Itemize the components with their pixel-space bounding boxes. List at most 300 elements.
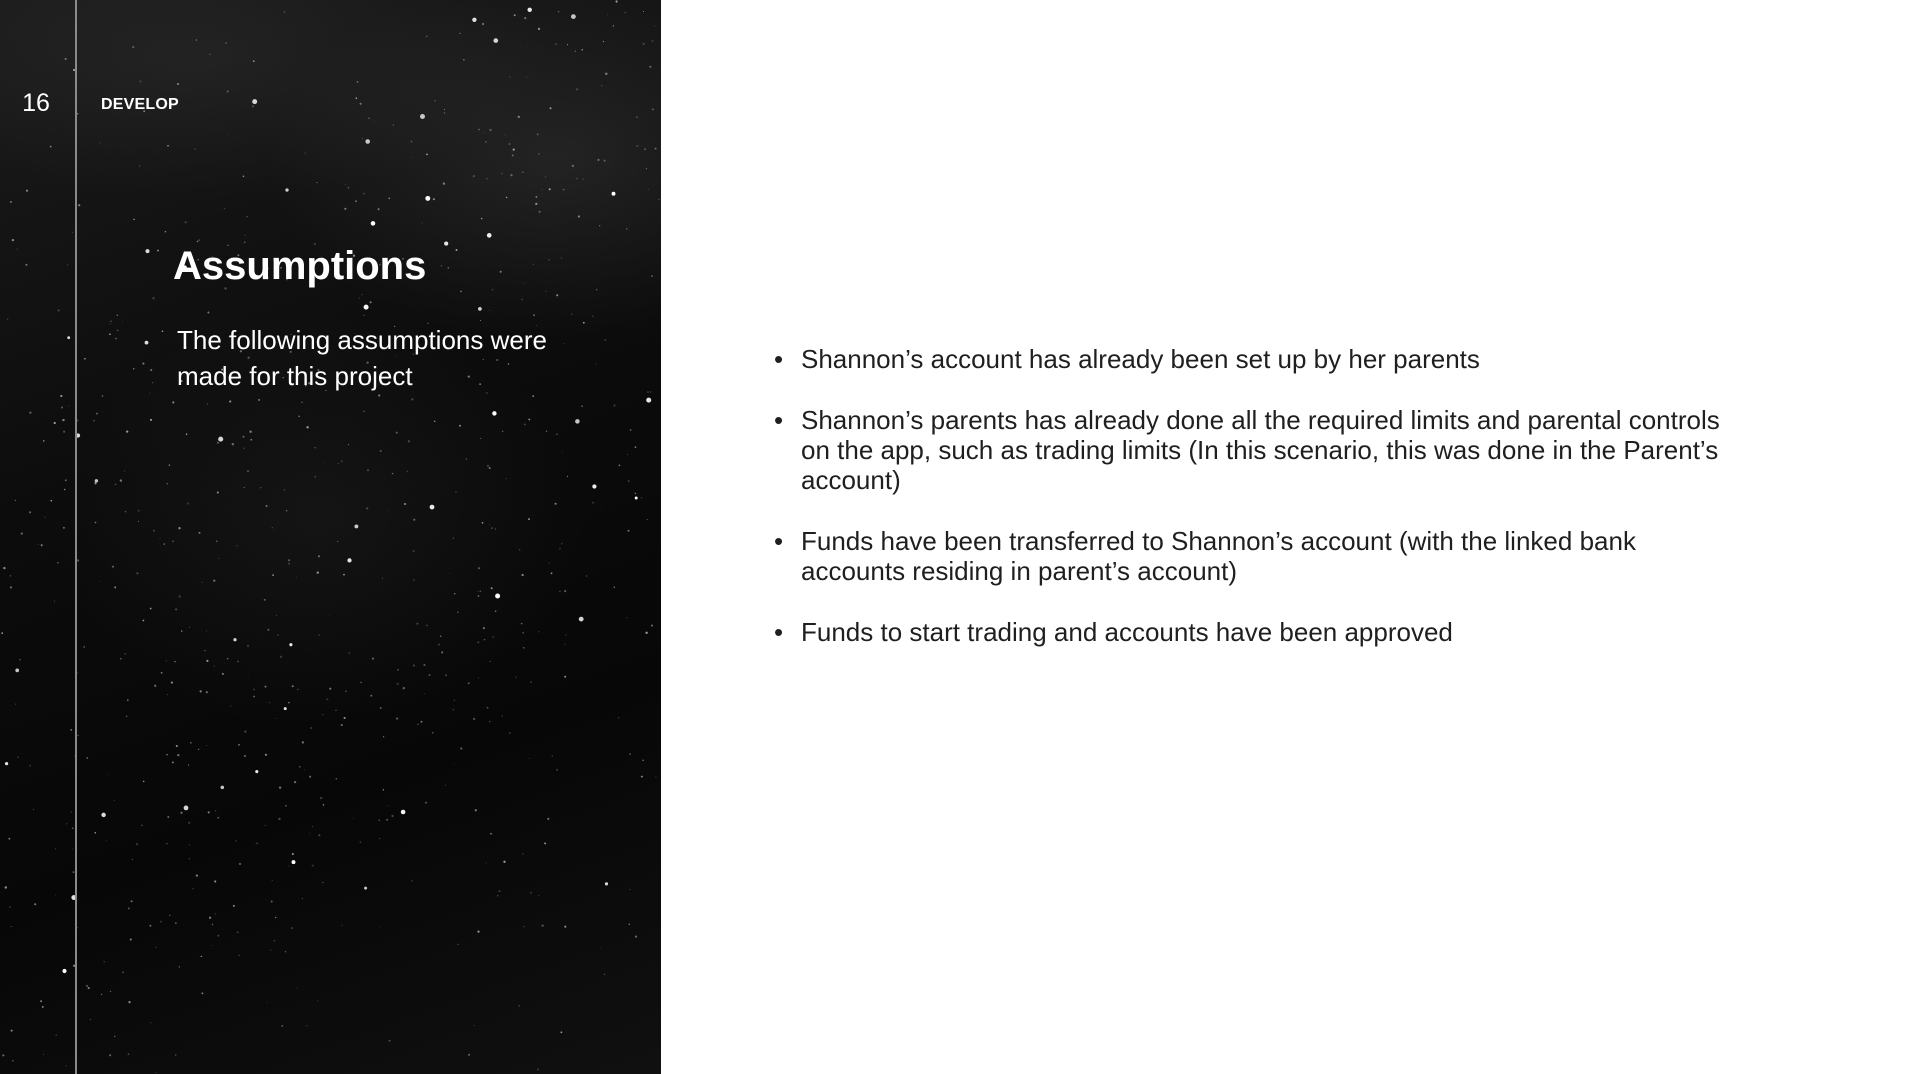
star-dot (166, 660, 167, 661)
star-dot (277, 634, 279, 636)
star-dot (386, 819, 388, 821)
assumption-item (770, 617, 1730, 647)
star-dot (509, 732, 510, 733)
star-dot (353, 818, 354, 819)
star-dot (379, 927, 380, 928)
star-dot (403, 687, 405, 689)
star-dot (650, 391, 652, 393)
star-dot (655, 148, 657, 150)
star-dot (154, 685, 156, 687)
star-dot (652, 40, 654, 42)
star-dot (512, 154, 514, 156)
star-dot (341, 460, 343, 462)
star-dot (564, 926, 566, 928)
star-dot (271, 901, 273, 903)
star-dot (166, 843, 167, 844)
star-dot (473, 175, 475, 177)
star-dot (583, 179, 584, 180)
star-dot (229, 400, 231, 402)
star-dot (527, 45, 528, 46)
star-dot (127, 699, 129, 701)
star-dot (522, 172, 523, 173)
star-dot (309, 833, 310, 834)
star-dot (231, 705, 232, 706)
star-dot (117, 330, 118, 331)
star-dot (478, 567, 480, 569)
star-dot (217, 935, 219, 937)
star-dot (651, 625, 653, 627)
star-dot (627, 454, 628, 455)
star-dot (107, 774, 108, 775)
star-dot (417, 724, 418, 725)
star-dot (363, 411, 364, 412)
star-dot (124, 470, 125, 471)
star-dot (445, 785, 446, 786)
star-dot (179, 595, 181, 597)
bullet-dot-icon: • (774, 617, 784, 647)
star-dot (581, 405, 582, 406)
star-dot (292, 853, 294, 855)
star-dot (372, 657, 374, 659)
star-dot (635, 497, 638, 500)
star-dot (618, 464, 620, 466)
star-dot (138, 521, 139, 522)
star-dot (312, 826, 313, 827)
star-dot (169, 914, 171, 916)
star-dot (413, 519, 415, 521)
assumption-text: Shannon’s parents has already done all the required limits and parental controls on the app, such as trading limits (In this scenario, this was done in the Parent’s account) (801, 405, 1720, 495)
star-dot (479, 590, 480, 591)
star-dot (572, 165, 574, 167)
star-dot (202, 582, 203, 583)
star-dot (560, 1031, 562, 1033)
star-dot (199, 532, 201, 534)
star-dot (565, 634, 566, 635)
assumption-item (770, 405, 1730, 495)
star-dot (556, 769, 558, 771)
star-dot (109, 1054, 111, 1056)
star-dot (65, 58, 67, 60)
star-dot (524, 17, 526, 19)
star-dot (213, 580, 215, 582)
star-dot (50, 500, 52, 502)
star-dot (247, 645, 249, 647)
star-dot (57, 562, 58, 563)
star-dot (298, 415, 300, 417)
star-dot (564, 644, 565, 645)
star-dot (151, 1022, 152, 1023)
star-dot (348, 444, 349, 445)
star-dot (435, 100, 436, 101)
star-dot (487, 233, 492, 238)
star-dot (359, 298, 360, 299)
star-dot (278, 818, 280, 820)
star-dot (318, 834, 320, 836)
star-dot (194, 148, 195, 149)
star-dot (628, 480, 630, 482)
star-dot (292, 685, 294, 687)
star-dot (492, 289, 494, 291)
star-dot (21, 533, 23, 535)
star-dot (528, 518, 530, 520)
star-dot (142, 363, 144, 365)
star-dot (128, 1053, 130, 1055)
star-dot (162, 330, 164, 332)
star-dot (491, 587, 493, 589)
star-dot (500, 271, 502, 273)
star-dot (387, 805, 388, 806)
star-dot (329, 615, 330, 616)
star-dot (138, 510, 140, 512)
star-dot (342, 925, 343, 926)
star-dot (433, 198, 435, 200)
star-dot (99, 581, 100, 582)
star-dot (513, 148, 515, 150)
star-dot (495, 594, 500, 599)
star-dot (514, 14, 516, 16)
star-dot (238, 744, 240, 746)
star-dot (489, 524, 490, 525)
star-dot (600, 947, 601, 948)
star-dot (249, 431, 251, 433)
star-dot (644, 148, 646, 150)
star-dot (63, 431, 65, 433)
star-dot (434, 421, 436, 423)
star-dot (101, 813, 105, 817)
star-dot (426, 36, 428, 38)
star-dot (432, 732, 434, 734)
star-dot (356, 97, 358, 99)
star-dot (363, 193, 364, 194)
star-dot (586, 575, 588, 577)
star-dot (348, 187, 350, 189)
star-dot (509, 143, 511, 145)
star-dot (99, 142, 100, 143)
star-dot (299, 766, 301, 768)
star-dot (364, 887, 367, 890)
star-dot (654, 25, 655, 26)
star-dot (164, 543, 165, 544)
star-dot (411, 880, 413, 882)
star-dot (10, 201, 12, 203)
assumption-text: Funds to start trading and accounts have been approved (801, 617, 1453, 647)
star-dot (267, 1002, 268, 1003)
star-dot (201, 992, 203, 994)
star-dot (289, 643, 292, 646)
star-dot (167, 145, 169, 147)
star-dot (425, 196, 430, 201)
star-dot (322, 882, 323, 883)
star-dot (556, 433, 558, 435)
star-dot (454, 593, 455, 594)
star-dot (552, 756, 553, 757)
star-dot (422, 222, 423, 223)
star-dot (473, 718, 475, 720)
star-dot (188, 764, 189, 765)
star-dot (285, 188, 288, 191)
star-dot (420, 721, 422, 723)
star-dot (393, 124, 394, 125)
star-dot (538, 28, 540, 30)
star-dot (301, 402, 302, 403)
assumption-item (770, 344, 1730, 374)
star-dot (364, 315, 365, 316)
star-dot (276, 615, 277, 616)
star-dot (605, 882, 608, 885)
star-dot (539, 211, 541, 213)
star-dot (454, 699, 456, 701)
star-dot (648, 189, 649, 190)
star-dot (345, 691, 346, 692)
star-dot (388, 510, 389, 511)
star-dot (67, 264, 68, 265)
star-dot (497, 895, 498, 896)
star-dot (370, 301, 372, 303)
star-dot (475, 809, 477, 811)
star-dot (29, 765, 31, 767)
star-dot (136, 843, 138, 845)
star-dot (115, 338, 117, 340)
star-dot (629, 753, 630, 754)
star-dot (371, 221, 376, 226)
star-dot (71, 812, 72, 813)
star-dot (361, 682, 362, 683)
star-dot (345, 184, 346, 185)
star-dot (86, 985, 88, 987)
star-dot (114, 800, 115, 801)
star-dot (502, 716, 503, 717)
star-dot (360, 103, 362, 105)
star-dot (207, 312, 209, 314)
star-dot (555, 503, 557, 505)
star-dot (176, 745, 178, 747)
star-dot (265, 686, 267, 688)
star-dot (77, 927, 78, 928)
star-dot (212, 924, 213, 925)
star-dot (306, 1025, 307, 1026)
star-dot (485, 141, 486, 142)
star-dot (546, 431, 547, 432)
star-dot (495, 529, 496, 530)
star-dot (364, 305, 369, 310)
assumption-item (770, 526, 1730, 586)
star-dot (29, 412, 31, 414)
star-dot (5, 886, 7, 888)
star-dot (192, 888, 194, 890)
star-dot (150, 419, 152, 421)
star-dot (441, 651, 443, 653)
star-dot (224, 208, 225, 209)
star-dot (225, 42, 227, 44)
star-dot (480, 438, 481, 439)
star-dot (200, 690, 202, 692)
star-dot (444, 242, 448, 246)
star-dot (366, 507, 368, 509)
star-dot (65, 479, 67, 481)
star-dot (559, 591, 561, 593)
star-dot (152, 297, 154, 299)
star-dot (95, 479, 98, 482)
star-dot (146, 249, 150, 253)
star-dot (131, 900, 133, 902)
page-subtitle: The following assumptions were made for this project (177, 325, 547, 391)
star-dot (258, 399, 260, 401)
star-dot (96, 413, 98, 415)
star-dot (645, 632, 647, 634)
star-dot (516, 677, 517, 678)
star-dot (561, 543, 562, 544)
star-dot (616, 0, 618, 2)
star-dot (343, 574, 345, 576)
star-dot (655, 776, 656, 777)
star-dot (93, 420, 95, 422)
star-dot (60, 395, 62, 397)
star-dot (530, 892, 532, 894)
star-dot (647, 519, 648, 520)
star-dot (62, 419, 64, 421)
star-dot (538, 153, 539, 154)
star-dot (647, 391, 648, 392)
bullet-dot-icon: • (774, 344, 784, 374)
star-dot (177, 83, 179, 85)
star-dot (247, 470, 248, 471)
star-dot (285, 951, 286, 952)
star-dot (305, 770, 306, 771)
star-dot (473, 1025, 474, 1026)
star-dot (212, 945, 213, 946)
star-dot (447, 267, 449, 269)
star-dot (133, 219, 135, 221)
star-dot (302, 741, 304, 743)
left-panel (0, 0, 661, 1074)
star-dot (256, 843, 257, 844)
star-dot (106, 840, 107, 841)
star-dot (169, 464, 171, 466)
star-dot (408, 440, 410, 442)
star-dot (26, 190, 28, 192)
assumption-text: Shannon’s account has already been set up by her parents (801, 344, 1480, 374)
star-dot (641, 776, 643, 778)
bullet-dot-icon: • (774, 405, 784, 435)
star-dot (378, 208, 380, 210)
star-dot (215, 913, 216, 914)
star-dot (206, 745, 207, 746)
star-dot (185, 221, 187, 223)
star-dot (491, 527, 492, 528)
star-dot (463, 59, 464, 60)
star-dot (477, 591, 478, 592)
star-dot (453, 764, 454, 765)
star-dot (613, 25, 614, 26)
star-dot (365, 139, 370, 144)
star-dot (522, 296, 523, 297)
star-dot (505, 134, 506, 135)
star-dot (423, 664, 425, 666)
star-dot (646, 398, 651, 403)
star-dot (253, 689, 254, 690)
star-dot (77, 113, 78, 114)
star-dot (484, 639, 486, 641)
star-dot (84, 358, 86, 360)
star-dot (288, 559, 290, 561)
star-dot (104, 961, 105, 962)
star-dot (227, 134, 228, 135)
star-dot (522, 853, 524, 855)
star-dot (535, 203, 537, 205)
star-dot (567, 476, 568, 477)
star-dot (548, 259, 550, 261)
star-dot (29, 511, 31, 513)
star-dot (10, 586, 12, 588)
star-dot (133, 368, 134, 369)
star-dot (284, 11, 286, 13)
star-dot (601, 85, 602, 86)
star-dot (279, 786, 281, 788)
star-dot (166, 754, 168, 756)
star-dot (347, 558, 351, 562)
star-dot (11, 926, 12, 927)
star-dot (605, 73, 607, 75)
star-dot (110, 323, 111, 324)
star-dot (120, 658, 121, 659)
star-dot (627, 530, 629, 532)
star-dot (559, 548, 561, 550)
star-dot (2, 1054, 4, 1056)
star-dot (149, 393, 150, 394)
star-dot (122, 971, 124, 973)
star-dot (126, 430, 128, 432)
star-dot (592, 316, 594, 318)
star-dot (302, 898, 303, 899)
star-dot (576, 178, 577, 179)
star-dot (413, 579, 414, 580)
star-dot (438, 643, 440, 645)
star-dot (115, 484, 117, 486)
star-dot (527, 8, 531, 12)
star-dot (267, 629, 269, 631)
star-dot (382, 578, 383, 579)
star-dot (624, 12, 625, 13)
star-dot (519, 549, 521, 551)
star-dot (206, 660, 208, 662)
star-dot (612, 192, 616, 196)
star-dot (596, 363, 597, 364)
star-dot (354, 524, 358, 528)
star-dot (628, 923, 630, 925)
star-dot (196, 39, 197, 40)
star-dot (341, 724, 343, 726)
star-dot (248, 674, 249, 675)
star-dot (198, 749, 199, 750)
star-dot (236, 545, 237, 546)
star-dot (489, 721, 491, 723)
star-dot (444, 112, 445, 113)
star-dot (61, 407, 63, 409)
star-dot (125, 511, 127, 513)
star-dot (583, 322, 585, 324)
star-dot (530, 681, 531, 682)
star-dot (227, 658, 229, 660)
star-dot (524, 926, 525, 927)
star-dot (189, 627, 190, 628)
star-dot (426, 154, 428, 156)
star-dot (626, 228, 627, 229)
star-dot (396, 432, 398, 434)
star-dot (526, 77, 527, 78)
star-dot (477, 641, 479, 643)
star-dot (297, 689, 298, 690)
star-dot (523, 647, 525, 649)
